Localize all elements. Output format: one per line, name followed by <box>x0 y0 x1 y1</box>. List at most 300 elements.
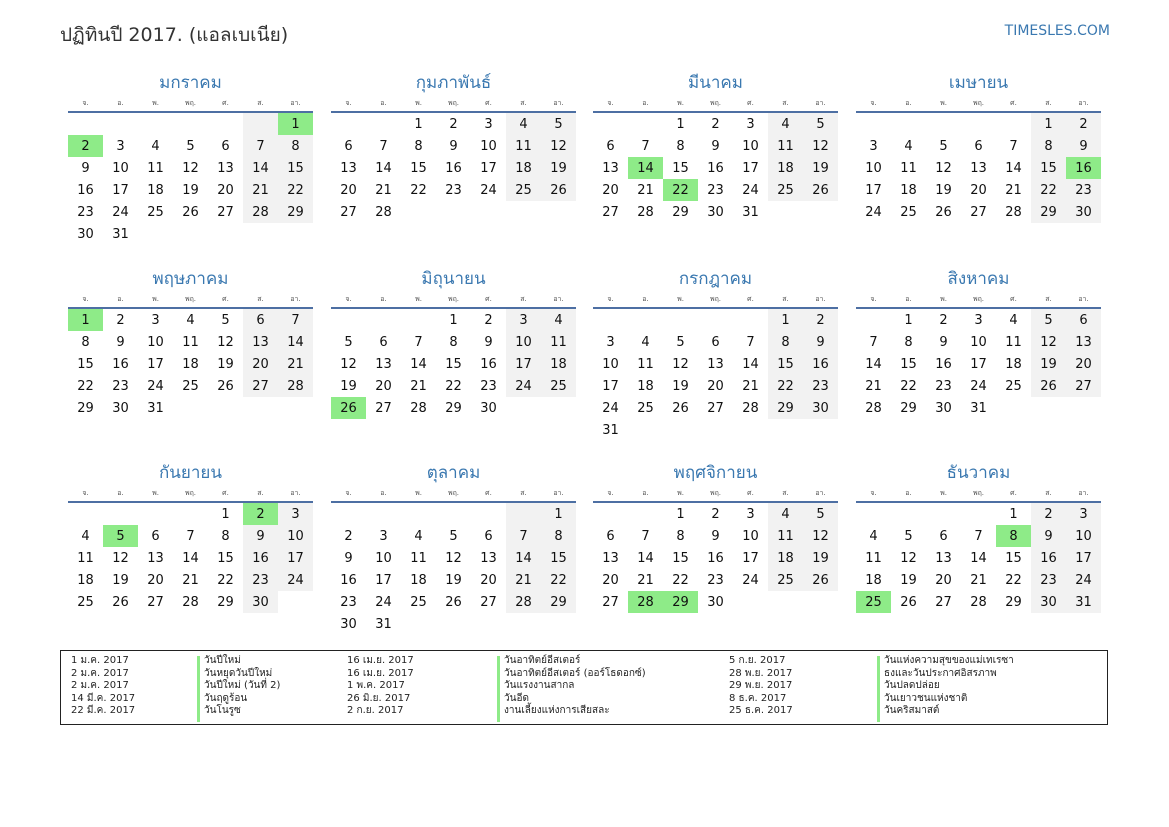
day-cell: 4 <box>1009 312 1018 328</box>
day-cell: 1 <box>541 503 576 525</box>
legend-dates-col-3 <box>729 655 793 718</box>
legend-holiday: ธงและวันประกาศอิสรภาพ <box>884 667 997 679</box>
day-cell: 4 <box>151 138 160 154</box>
day-cell: 29 <box>217 594 234 610</box>
day-cell: 29 <box>672 204 689 220</box>
empty-cell <box>331 113 366 135</box>
empty-cell <box>663 309 698 331</box>
day-cell: 27 <box>602 594 619 610</box>
day-cell: 7 <box>974 528 983 544</box>
weekday-label: พ. <box>415 295 422 303</box>
weekday-label: จ. <box>82 489 89 497</box>
weekday-label: ศ. <box>222 295 229 303</box>
day-cell: 12 <box>541 135 576 157</box>
weekday-label: อา. <box>290 99 301 107</box>
month-6 <box>331 266 576 419</box>
weekday-label: จ. <box>82 99 89 107</box>
day-cell: 1 <box>904 312 913 328</box>
empty-cell <box>401 503 436 525</box>
day-cell: 3 <box>506 309 541 331</box>
day-cell: 4 <box>541 309 576 331</box>
month-name: มิถุนายน <box>421 269 486 289</box>
empty-cell <box>628 503 663 525</box>
holiday-day-cell: 29 <box>663 591 698 613</box>
day-cell: 25 <box>768 179 803 201</box>
empty-cell <box>891 113 926 135</box>
day-cell: 12 <box>445 550 462 566</box>
day-cell: 20 <box>970 182 987 198</box>
day-cell: 25 <box>637 400 654 416</box>
day-grid <box>68 113 313 245</box>
legend-marker <box>877 656 880 722</box>
day-cell: 13 <box>480 550 497 566</box>
month-11 <box>593 460 838 613</box>
day-grid <box>856 113 1101 223</box>
page-title: ปฏิทินปี 2017. (แอลเบเนีย) <box>60 24 289 46</box>
day-grid <box>593 113 838 223</box>
day-cell: 21 <box>182 572 199 588</box>
day-cell: 29 <box>77 400 94 416</box>
weekday-label: จ. <box>345 295 352 303</box>
day-cell: 17 <box>602 378 619 394</box>
empty-cell <box>366 503 401 525</box>
day-cell: 2 <box>449 116 458 132</box>
weekday-header <box>856 96 1101 110</box>
month-4 <box>856 70 1101 223</box>
weekday-label: ส. <box>1045 489 1052 497</box>
weekday-header <box>856 486 1101 500</box>
weekday-label: จ. <box>345 489 352 497</box>
day-cell: 11 <box>1005 334 1022 350</box>
day-cell: 26 <box>900 594 917 610</box>
day-cell: 10 <box>742 528 759 544</box>
day-cell: 21 <box>243 179 278 201</box>
day-cell: 25 <box>1005 378 1022 394</box>
legend-date: 26 มิ.ย. 2017 <box>347 692 411 704</box>
day-cell: 17 <box>147 356 164 372</box>
day-cell: 4 <box>186 312 195 328</box>
day-cell: 4 <box>81 528 90 544</box>
day-cell: 10 <box>112 160 129 176</box>
day-cell: 1 <box>449 312 458 328</box>
day-cell: 4 <box>904 138 913 154</box>
weekday-label: ศ. <box>747 99 754 107</box>
month-2 <box>331 70 576 223</box>
day-cell: 23 <box>480 378 497 394</box>
weekday-label: พฤ. <box>972 295 985 303</box>
day-cell: 3 <box>606 334 615 350</box>
day-cell: 8 <box>541 525 576 547</box>
empty-cell <box>593 503 628 525</box>
day-cell: 26 <box>112 594 129 610</box>
empty-cell <box>593 113 628 135</box>
day-cell: 30 <box>935 400 952 416</box>
weekday-label: พ. <box>940 99 947 107</box>
day-cell: 29 <box>900 400 917 416</box>
day-cell: 2 <box>1066 113 1101 135</box>
weekday-label: ส. <box>257 489 264 497</box>
weekday-label: ศ. <box>222 99 229 107</box>
day-cell: 13 <box>707 356 724 372</box>
day-cell: 12 <box>935 160 952 176</box>
day-cell: 7 <box>379 138 388 154</box>
month-name: เมษายน <box>948 73 1009 93</box>
day-cell: 17 <box>1066 547 1101 569</box>
weekday-label: อ. <box>642 489 649 497</box>
empty-cell <box>856 309 891 331</box>
day-cell: 30 <box>480 400 497 416</box>
weekday-label: อ. <box>380 99 387 107</box>
day-cell: 1 <box>221 506 230 522</box>
weekday-label: ศ. <box>485 489 492 497</box>
day-cell: 25 <box>541 375 576 397</box>
holiday-day-cell: 2 <box>243 503 278 525</box>
weekday-label: อา. <box>553 489 564 497</box>
weekday-label: อา. <box>1078 489 1089 497</box>
day-cell: 16 <box>1031 547 1066 569</box>
legend-date: 16 เม.ย. 2017 <box>347 667 414 679</box>
legend-names-col-3 <box>884 655 1014 718</box>
weekday-label: จ. <box>607 295 614 303</box>
day-cell: 20 <box>375 378 392 394</box>
holiday-day-cell: 14 <box>628 157 663 179</box>
day-cell: 28 <box>637 204 654 220</box>
day-cell: 27 <box>970 204 987 220</box>
legend-holiday: วันปีใหม่ <box>204 655 241 666</box>
day-cell: 28 <box>278 375 313 397</box>
day-cell: 19 <box>1031 353 1066 375</box>
day-cell: 25 <box>182 378 199 394</box>
day-cell: 26 <box>445 594 462 610</box>
day-cell: 3 <box>484 116 493 132</box>
day-cell: 20 <box>217 182 234 198</box>
holiday-day-cell: 1 <box>278 113 313 135</box>
day-cell: 13 <box>602 550 619 566</box>
day-cell: 20 <box>147 572 164 588</box>
day-cell: 7 <box>278 309 313 331</box>
month-5 <box>68 266 313 419</box>
day-cell: 28 <box>375 204 392 220</box>
day-cell: 2 <box>711 506 720 522</box>
day-cell: 18 <box>1005 356 1022 372</box>
day-cell: 14 <box>182 550 199 566</box>
day-cell: 29 <box>1005 594 1022 610</box>
weekday-label: ศ. <box>1010 295 1017 303</box>
day-cell: 5 <box>186 138 195 154</box>
weekday-label: ศ. <box>485 295 492 303</box>
day-cell: 5 <box>541 113 576 135</box>
day-cell: 12 <box>112 550 129 566</box>
holiday-day-cell: 1 <box>68 309 103 331</box>
month-12 <box>856 460 1101 613</box>
day-cell: 14 <box>970 550 987 566</box>
legend-date: 2 ม.ค. 2017 <box>71 680 129 692</box>
weekday-label: ส. <box>520 489 527 497</box>
weekday-label: ส. <box>1045 295 1052 303</box>
day-cell: 9 <box>243 525 278 547</box>
day-cell: 16 <box>803 353 838 375</box>
day-cell: 23 <box>340 594 357 610</box>
weekday-label: อา. <box>553 295 564 303</box>
day-cell: 11 <box>77 550 94 566</box>
month-name: กรกฎาคม <box>678 269 753 289</box>
day-cell: 15 <box>445 356 462 372</box>
day-cell: 11 <box>768 135 803 157</box>
day-cell: 5 <box>221 312 230 328</box>
day-cell: 5 <box>1031 309 1066 331</box>
month-name: พฤษภาคม <box>152 269 229 289</box>
day-cell: 20 <box>243 353 278 375</box>
day-cell: 9 <box>939 334 948 350</box>
day-cell: 27 <box>217 204 234 220</box>
weekday-label: อ. <box>380 295 387 303</box>
day-cell: 29 <box>278 201 313 223</box>
day-cell: 14 <box>742 356 759 372</box>
day-cell: 22 <box>900 378 917 394</box>
empty-cell <box>68 503 103 525</box>
legend-date: 14 มี.ค. 2017 <box>71 692 136 704</box>
day-cell: 18 <box>410 572 427 588</box>
day-cell: 15 <box>278 157 313 179</box>
holiday-day-cell: 16 <box>1066 157 1101 179</box>
day-cell: 8 <box>768 331 803 353</box>
day-grid <box>593 503 838 613</box>
day-cell: 11 <box>637 356 654 372</box>
empty-cell <box>891 503 926 525</box>
day-cell: 12 <box>340 356 357 372</box>
day-cell: 30 <box>112 400 129 416</box>
day-cell: 12 <box>672 356 689 372</box>
day-cell: 24 <box>480 182 497 198</box>
weekday-label: พฤ. <box>184 489 197 497</box>
empty-cell <box>173 503 208 525</box>
weekday-label: ส. <box>782 295 789 303</box>
day-cell: 30 <box>707 204 724 220</box>
legend-holiday: วันอาทิตย์อีสเตอร์ <box>504 655 581 666</box>
legend-names-col-1 <box>204 655 280 718</box>
day-cell: 18 <box>541 353 576 375</box>
day-cell: 16 <box>445 160 462 176</box>
day-cell: 9 <box>344 550 353 566</box>
day-cell: 21 <box>865 378 882 394</box>
day-cell: 17 <box>742 160 759 176</box>
empty-cell <box>103 503 138 525</box>
month-8 <box>856 266 1101 419</box>
day-cell: 21 <box>742 378 759 394</box>
day-cell: 10 <box>602 356 619 372</box>
day-cell: 21 <box>410 378 427 394</box>
legend-holiday: วันแรงงานสากล <box>504 680 575 692</box>
day-cell: 4 <box>641 334 650 350</box>
day-cell: 23 <box>803 375 838 397</box>
weekday-label: ส. <box>520 99 527 107</box>
day-cell: 6 <box>711 334 720 350</box>
day-cell: 4 <box>869 528 878 544</box>
legend-date: 2 ก.ย. 2017 <box>347 705 404 717</box>
site-link[interactable]: TIMESLES.COM <box>1004 23 1110 39</box>
day-cell: 24 <box>147 378 164 394</box>
weekday-label: ศ. <box>485 99 492 107</box>
day-cell: 24 <box>602 400 619 416</box>
day-cell: 10 <box>970 334 987 350</box>
weekday-label: พฤ. <box>972 489 985 497</box>
holiday-day-cell: 22 <box>663 179 698 201</box>
day-cell: 22 <box>1031 179 1066 201</box>
day-cell: 26 <box>217 378 234 394</box>
day-cell: 17 <box>506 353 541 375</box>
weekday-label: พฤ. <box>709 489 722 497</box>
weekday-label: ศ. <box>1010 489 1017 497</box>
day-cell: 2 <box>1031 503 1066 525</box>
weekday-label: จ. <box>607 99 614 107</box>
day-cell: 31 <box>742 204 759 220</box>
day-cell: 16 <box>935 356 952 372</box>
day-cell: 6 <box>606 138 615 154</box>
empty-cell <box>996 113 1031 135</box>
weekday-label: พ. <box>152 295 159 303</box>
day-cell: 14 <box>278 331 313 353</box>
day-cell: 10 <box>742 138 759 154</box>
day-cell: 22 <box>77 378 94 394</box>
holiday-day-cell: 8 <box>996 525 1031 547</box>
empty-cell <box>471 503 506 525</box>
day-cell: 6 <box>379 334 388 350</box>
day-cell: 12 <box>182 160 199 176</box>
day-cell: 22 <box>445 378 462 394</box>
day-cell: 9 <box>484 334 493 350</box>
day-cell: 15 <box>217 550 234 566</box>
day-cell: 8 <box>221 528 230 544</box>
day-cell: 4 <box>414 528 423 544</box>
day-cell: 18 <box>900 182 917 198</box>
day-cell: 3 <box>746 116 755 132</box>
weekday-label: พ. <box>940 295 947 303</box>
day-cell: 23 <box>1031 569 1066 591</box>
day-cell: 31 <box>970 400 987 416</box>
day-cell: 16 <box>480 356 497 372</box>
day-cell: 25 <box>147 204 164 220</box>
day-cell: 6 <box>243 309 278 331</box>
weekday-header <box>593 486 838 500</box>
day-cell: 18 <box>768 157 803 179</box>
day-cell: 28 <box>182 594 199 610</box>
month-10 <box>331 460 576 635</box>
month-name: ตุลาคม <box>426 463 481 483</box>
weekday-label: พฤ. <box>184 99 197 107</box>
empty-cell <box>733 309 768 331</box>
day-cell: 13 <box>935 550 952 566</box>
day-cell: 5 <box>803 113 838 135</box>
day-cell: 7 <box>1009 138 1018 154</box>
day-cell: 22 <box>278 179 313 201</box>
day-cell: 26 <box>182 204 199 220</box>
day-cell: 6 <box>221 138 230 154</box>
legend-names-col-2 <box>504 655 646 718</box>
month-name: พฤศจิกายน <box>673 463 758 483</box>
day-cell: 27 <box>375 400 392 416</box>
legend-date: 5 ก.ย. 2017 <box>729 655 786 666</box>
day-cell: 13 <box>340 160 357 176</box>
day-cell: 30 <box>340 616 357 632</box>
day-cell: 5 <box>904 528 913 544</box>
day-cell: 10 <box>375 550 392 566</box>
empty-cell <box>856 113 891 135</box>
legend-dates-col-1 <box>71 655 135 718</box>
weekday-label: พฤ. <box>972 99 985 107</box>
weekday-label: ส. <box>257 99 264 107</box>
day-cell: 28 <box>506 591 541 613</box>
empty-cell <box>68 113 103 135</box>
day-cell: 24 <box>375 594 392 610</box>
day-cell: 5 <box>676 334 685 350</box>
day-cell: 5 <box>449 528 458 544</box>
legend-dates-col-2 <box>347 655 414 718</box>
weekday-label: ส. <box>782 489 789 497</box>
weekday-header <box>593 96 838 110</box>
day-cell: 6 <box>974 138 983 154</box>
day-cell: 3 <box>379 528 388 544</box>
legend-marker <box>497 656 500 722</box>
day-cell: 27 <box>340 204 357 220</box>
day-cell: 28 <box>243 201 278 223</box>
holiday-day-cell: 25 <box>856 591 891 613</box>
day-cell: 24 <box>506 375 541 397</box>
legend-holiday: วันแห่งความสุขของแม่เทเรซา <box>884 655 1014 666</box>
day-cell: 30 <box>243 591 278 613</box>
day-cell: 2 <box>803 309 838 331</box>
day-cell: 7 <box>506 525 541 547</box>
day-cell: 30 <box>707 594 724 610</box>
empty-cell <box>926 113 961 135</box>
day-cell: 3 <box>974 312 983 328</box>
day-cell: 31 <box>375 616 392 632</box>
day-cell: 11 <box>865 550 882 566</box>
day-cell: 6 <box>484 528 493 544</box>
holiday-day-cell: 2 <box>68 135 103 157</box>
weekday-label: ส. <box>1045 99 1052 107</box>
day-cell: 12 <box>900 550 917 566</box>
day-cell: 22 <box>768 375 803 397</box>
day-cell: 24 <box>742 182 759 198</box>
legend-date: 29 พ.ย. 2017 <box>729 680 793 692</box>
day-cell: 11 <box>410 550 427 566</box>
day-cell: 1 <box>414 116 423 132</box>
day-cell: 13 <box>147 550 164 566</box>
day-cell: 8 <box>676 528 685 544</box>
day-cell: 28 <box>1005 204 1022 220</box>
holiday-day-cell: 26 <box>331 397 366 419</box>
day-cell: 14 <box>375 160 392 176</box>
weekday-label: พ. <box>677 489 684 497</box>
day-cell: 22 <box>1005 572 1022 588</box>
day-cell: 21 <box>506 569 541 591</box>
day-cell: 20 <box>707 378 724 394</box>
day-cell: 14 <box>637 550 654 566</box>
day-cell: 17 <box>865 182 882 198</box>
weekday-label: จ. <box>345 99 352 107</box>
day-cell: 20 <box>935 572 952 588</box>
day-cell: 13 <box>375 356 392 372</box>
day-cell: 15 <box>672 550 689 566</box>
day-cell: 27 <box>935 594 952 610</box>
day-cell: 3 <box>869 138 878 154</box>
weekday-label: จ. <box>870 489 877 497</box>
day-cell: 16 <box>77 182 94 198</box>
day-cell: 22 <box>672 572 689 588</box>
day-cell: 13 <box>970 160 987 176</box>
weekday-header <box>331 486 576 500</box>
day-cell: 21 <box>637 182 654 198</box>
